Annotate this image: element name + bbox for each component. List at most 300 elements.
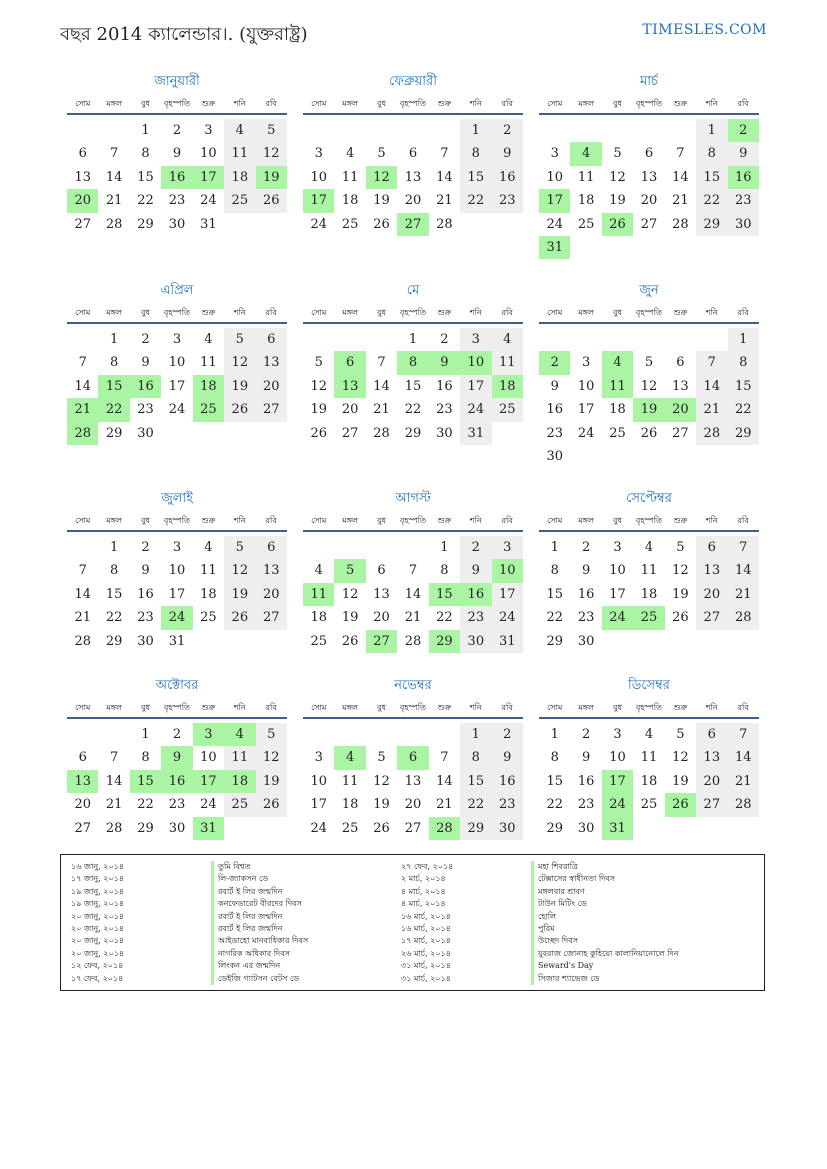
day-cell[interactable]: 18 bbox=[577, 193, 595, 209]
day-cell[interactable]: 10 bbox=[546, 169, 563, 185]
day-cell[interactable]: 15 bbox=[728, 375, 759, 398]
day-cell[interactable]: 29 bbox=[429, 630, 460, 653]
day-cell[interactable]: 1 bbox=[440, 540, 449, 555]
day-cell[interactable]: 29 bbox=[460, 817, 491, 840]
day-cell[interactable]: 8 bbox=[460, 746, 491, 769]
day-cell[interactable]: 9 bbox=[492, 142, 523, 165]
day-cell[interactable]: 5 bbox=[676, 727, 685, 742]
day-cell[interactable]: 18 bbox=[640, 586, 658, 602]
day-cell[interactable]: 31 bbox=[539, 236, 570, 259]
day-cell[interactable]: 11 bbox=[640, 563, 658, 579]
day-cell[interactable]: 9 bbox=[141, 355, 150, 371]
day-cell[interactable]: 7 bbox=[408, 563, 418, 579]
day-cell[interactable]: 20 bbox=[256, 583, 287, 606]
day-cell[interactable]: 11 bbox=[224, 746, 255, 769]
day-cell[interactable]: 31 bbox=[602, 817, 633, 840]
day-cell[interactable]: 29 bbox=[728, 422, 759, 445]
day-cell[interactable]: 11 bbox=[200, 355, 217, 371]
day-cell[interactable]: 19 bbox=[609, 193, 626, 209]
day-cell[interactable]: 3 bbox=[460, 328, 491, 351]
day-cell[interactable]: 6 bbox=[644, 146, 654, 162]
day-cell[interactable]: 13 bbox=[404, 169, 422, 185]
day-cell[interactable]: 24 bbox=[602, 606, 633, 629]
day-cell[interactable]: 29 bbox=[546, 820, 563, 836]
day-cell[interactable]: 4 bbox=[204, 332, 213, 347]
day-cell[interactable]: 21 bbox=[373, 402, 390, 418]
day-cell[interactable]: 3 bbox=[204, 123, 213, 138]
day-cell[interactable]: 31 bbox=[200, 216, 217, 232]
day-cell[interactable]: 18 bbox=[224, 770, 255, 793]
day-cell[interactable]: 22 bbox=[98, 398, 129, 421]
day-cell[interactable]: 14 bbox=[74, 378, 91, 394]
day-cell[interactable]: 19 bbox=[310, 402, 327, 418]
day-cell[interactable]: 25 bbox=[341, 820, 359, 836]
day-cell[interactable]: 12 bbox=[609, 169, 626, 185]
day-cell[interactable]: 2 bbox=[492, 723, 523, 746]
day-cell[interactable]: 17 bbox=[539, 189, 570, 212]
day-cell[interactable]: 9 bbox=[460, 559, 491, 582]
day-cell[interactable]: 21 bbox=[696, 398, 727, 421]
day-cell[interactable]: 10 bbox=[460, 351, 491, 374]
day-cell[interactable]: 23 bbox=[577, 610, 595, 626]
day-cell[interactable]: 12 bbox=[224, 351, 255, 374]
day-cell[interactable]: 23 bbox=[168, 797, 186, 813]
day-cell[interactable]: 1 bbox=[109, 332, 119, 347]
day-cell[interactable]: 26 bbox=[665, 793, 696, 816]
day-cell[interactable]: 30 bbox=[137, 425, 154, 441]
day-cell[interactable]: 29 bbox=[137, 216, 154, 232]
day-cell[interactable]: 19 bbox=[373, 797, 390, 813]
day-cell[interactable]: 29 bbox=[105, 425, 123, 441]
day-cell[interactable]: 15 bbox=[460, 770, 491, 793]
day-cell[interactable]: 22 bbox=[696, 189, 727, 212]
day-cell[interactable]: 2 bbox=[172, 727, 182, 742]
day-cell[interactable]: 27 bbox=[74, 820, 91, 836]
day-cell[interactable]: 12 bbox=[256, 142, 287, 165]
day-cell[interactable]: 18 bbox=[640, 773, 658, 789]
day-cell[interactable]: 26 bbox=[256, 793, 287, 816]
day-cell[interactable]: 10 bbox=[168, 563, 186, 579]
day-cell[interactable]: 5 bbox=[377, 146, 386, 162]
day-cell[interactable]: 15 bbox=[404, 378, 422, 394]
day-cell[interactable]: 20 bbox=[341, 402, 359, 418]
day-cell[interactable]: 16 bbox=[492, 166, 523, 189]
day-cell[interactable]: 24 bbox=[310, 216, 327, 232]
day-cell[interactable]: 13 bbox=[696, 559, 727, 582]
day-cell[interactable]: 13 bbox=[256, 351, 287, 374]
day-cell[interactable]: 8 bbox=[141, 146, 150, 162]
day-cell[interactable]: 27 bbox=[696, 606, 727, 629]
day-cell[interactable]: 4 bbox=[492, 328, 523, 351]
day-cell[interactable]: 26 bbox=[602, 213, 633, 236]
day-cell[interactable]: 25 bbox=[193, 398, 224, 421]
day-cell[interactable]: 24 bbox=[161, 606, 192, 629]
day-cell[interactable]: 10 bbox=[310, 169, 327, 185]
day-cell[interactable]: 18 bbox=[609, 402, 626, 418]
day-cell[interactable]: 8 bbox=[141, 750, 150, 766]
day-cell[interactable]: 15 bbox=[429, 583, 460, 606]
day-cell[interactable]: 6 bbox=[696, 723, 727, 746]
day-cell[interactable]: 24 bbox=[577, 425, 595, 441]
site-name[interactable]: TIMESLES.COM bbox=[642, 22, 767, 38]
day-cell[interactable]: 28 bbox=[67, 422, 98, 445]
day-cell[interactable]: 11 bbox=[224, 142, 255, 165]
day-cell[interactable]: 22 bbox=[404, 402, 422, 418]
day-cell[interactable]: 7 bbox=[109, 750, 119, 766]
day-cell[interactable]: 14 bbox=[672, 169, 689, 185]
day-cell[interactable]: 29 bbox=[696, 213, 727, 236]
day-cell[interactable]: 18 bbox=[341, 797, 359, 813]
day-cell[interactable]: 27 bbox=[366, 630, 397, 653]
day-cell[interactable]: 6 bbox=[256, 536, 287, 559]
day-cell[interactable]: 19 bbox=[256, 770, 287, 793]
day-cell[interactable]: 13 bbox=[672, 378, 689, 394]
day-cell[interactable]: 16 bbox=[546, 402, 563, 418]
day-cell[interactable]: 17 bbox=[310, 797, 327, 813]
day-cell[interactable]: 28 bbox=[74, 633, 91, 649]
day-cell[interactable]: 5 bbox=[224, 536, 255, 559]
day-cell[interactable]: 28 bbox=[373, 425, 390, 441]
day-cell[interactable]: 13 bbox=[334, 375, 365, 398]
day-cell[interactable]: 30 bbox=[168, 216, 186, 232]
day-cell[interactable]: 23 bbox=[492, 189, 523, 212]
day-cell[interactable]: 20 bbox=[404, 797, 422, 813]
day-cell[interactable]: 2 bbox=[440, 332, 449, 347]
day-cell[interactable]: 26 bbox=[373, 216, 390, 232]
day-cell[interactable]: 15 bbox=[546, 586, 563, 602]
day-cell[interactable]: 11 bbox=[200, 563, 217, 579]
day-cell[interactable]: 4 bbox=[224, 723, 255, 746]
day-cell[interactable]: 23 bbox=[168, 193, 186, 209]
day-cell[interactable]: 21 bbox=[74, 610, 91, 626]
day-cell[interactable]: 1 bbox=[141, 123, 150, 138]
day-cell[interactable]: 1 bbox=[550, 727, 559, 742]
day-cell[interactable]: 3 bbox=[314, 750, 323, 766]
day-cell[interactable]: 30 bbox=[546, 448, 563, 464]
day-cell[interactable]: 9 bbox=[492, 746, 523, 769]
day-cell[interactable]: 18 bbox=[492, 375, 523, 398]
day-cell[interactable]: 12 bbox=[672, 750, 689, 766]
day-cell[interactable]: 25 bbox=[609, 425, 626, 441]
day-cell[interactable]: 30 bbox=[137, 633, 154, 649]
day-cell[interactable]: 5 bbox=[314, 355, 323, 371]
day-cell[interactable]: 2 bbox=[141, 540, 150, 555]
day-cell[interactable]: 3 bbox=[172, 332, 182, 347]
day-cell[interactable]: 12 bbox=[341, 586, 359, 602]
day-cell[interactable]: 20 bbox=[640, 193, 658, 209]
day-cell[interactable]: 25 bbox=[341, 216, 359, 232]
day-cell[interactable]: 2 bbox=[581, 540, 591, 555]
day-cell[interactable]: 28 bbox=[429, 817, 460, 840]
day-cell[interactable]: 7 bbox=[109, 146, 119, 162]
day-cell[interactable]: 8 bbox=[728, 351, 759, 374]
day-cell[interactable]: 28 bbox=[696, 422, 727, 445]
day-cell[interactable]: 21 bbox=[672, 193, 689, 209]
day-cell[interactable]: 3 bbox=[613, 540, 622, 555]
day-cell[interactable]: 7 bbox=[728, 536, 759, 559]
day-cell[interactable]: 5 bbox=[256, 723, 287, 746]
day-cell[interactable]: 16 bbox=[460, 583, 491, 606]
day-cell[interactable]: 26 bbox=[224, 606, 255, 629]
day-cell[interactable]: 6 bbox=[696, 536, 727, 559]
day-cell[interactable]: 22 bbox=[436, 610, 453, 626]
day-cell[interactable]: 27 bbox=[256, 606, 287, 629]
day-cell[interactable]: 16 bbox=[130, 375, 161, 398]
day-cell[interactable]: 17 bbox=[168, 378, 186, 394]
day-cell[interactable]: 2 bbox=[728, 119, 759, 142]
day-cell[interactable]: 10 bbox=[609, 750, 626, 766]
day-cell[interactable]: 7 bbox=[377, 355, 386, 371]
day-cell[interactable]: 23 bbox=[460, 606, 491, 629]
day-cell[interactable]: 25 bbox=[640, 797, 658, 813]
day-cell[interactable]: 30 bbox=[436, 425, 453, 441]
day-cell[interactable]: 8 bbox=[696, 142, 727, 165]
day-cell[interactable]: 11 bbox=[602, 375, 633, 398]
day-cell[interactable]: 12 bbox=[224, 559, 255, 582]
day-cell[interactable]: 5 bbox=[613, 146, 622, 162]
day-cell[interactable]: 5 bbox=[377, 750, 386, 766]
day-cell[interactable]: 27 bbox=[397, 213, 428, 236]
day-cell[interactable]: 31 bbox=[168, 633, 186, 649]
day-cell[interactable]: 3 bbox=[314, 146, 323, 162]
day-cell[interactable]: 26 bbox=[341, 633, 359, 649]
day-cell[interactable]: 15 bbox=[98, 375, 129, 398]
day-cell[interactable]: 28 bbox=[105, 216, 123, 232]
day-cell[interactable]: 28 bbox=[728, 793, 759, 816]
day-cell[interactable]: 27 bbox=[640, 216, 658, 232]
day-cell[interactable]: 28 bbox=[105, 820, 123, 836]
day-cell[interactable]: 13 bbox=[74, 169, 91, 185]
day-cell[interactable]: 5 bbox=[256, 119, 287, 142]
day-cell[interactable]: 15 bbox=[137, 169, 154, 185]
day-cell[interactable]: 4 bbox=[644, 540, 654, 555]
day-cell[interactable]: 5 bbox=[224, 328, 255, 351]
day-cell[interactable]: 22 bbox=[728, 398, 759, 421]
day-cell[interactable]: 24 bbox=[492, 606, 523, 629]
day-cell[interactable]: 25 bbox=[577, 216, 595, 232]
day-cell[interactable]: 17 bbox=[168, 586, 186, 602]
day-cell[interactable]: 22 bbox=[137, 193, 154, 209]
day-cell[interactable]: 26 bbox=[224, 398, 255, 421]
day-cell[interactable]: 20 bbox=[696, 770, 727, 793]
day-cell[interactable]: 22 bbox=[137, 797, 154, 813]
day-cell[interactable]: 15 bbox=[546, 773, 563, 789]
day-cell[interactable]: 11 bbox=[303, 583, 334, 606]
day-cell[interactable]: 4 bbox=[314, 563, 323, 579]
day-cell[interactable]: 30 bbox=[492, 817, 523, 840]
day-cell[interactable]: 11 bbox=[492, 351, 523, 374]
day-cell[interactable]: 24 bbox=[200, 193, 217, 209]
day-cell[interactable]: 20 bbox=[404, 193, 422, 209]
day-cell[interactable]: 5 bbox=[334, 559, 365, 582]
day-cell[interactable]: 13 bbox=[256, 559, 287, 582]
day-cell[interactable]: 9 bbox=[161, 746, 192, 769]
day-cell[interactable]: 16 bbox=[728, 166, 759, 189]
day-cell[interactable]: 1 bbox=[728, 328, 759, 351]
day-cell[interactable]: 4 bbox=[224, 119, 255, 142]
day-cell[interactable]: 30 bbox=[577, 633, 595, 649]
day-cell[interactable]: 8 bbox=[397, 351, 428, 374]
day-cell[interactable]: 1 bbox=[550, 540, 559, 555]
day-cell[interactable]: 28 bbox=[672, 216, 689, 232]
day-cell[interactable]: 20 bbox=[665, 398, 696, 421]
day-cell[interactable]: 1 bbox=[460, 723, 491, 746]
day-cell[interactable]: 13 bbox=[67, 770, 98, 793]
day-cell[interactable]: 30 bbox=[460, 630, 491, 653]
day-cell[interactable]: 18 bbox=[310, 610, 327, 626]
day-cell[interactable]: 22 bbox=[546, 797, 563, 813]
day-cell[interactable]: 23 bbox=[137, 402, 154, 418]
day-cell[interactable]: 23 bbox=[137, 610, 154, 626]
day-cell[interactable]: 20 bbox=[256, 375, 287, 398]
day-cell[interactable]: 30 bbox=[577, 820, 595, 836]
day-cell[interactable]: 25 bbox=[310, 633, 327, 649]
day-cell[interactable]: 25 bbox=[224, 189, 255, 212]
day-cell[interactable]: 31 bbox=[193, 817, 224, 840]
day-cell[interactable]: 21 bbox=[67, 398, 98, 421]
day-cell[interactable]: 2 bbox=[539, 351, 570, 374]
day-cell[interactable]: 15 bbox=[130, 770, 161, 793]
day-cell[interactable]: 8 bbox=[550, 750, 559, 766]
day-cell[interactable]: 1 bbox=[109, 540, 119, 555]
day-cell[interactable]: 14 bbox=[105, 773, 123, 789]
day-cell[interactable]: 10 bbox=[310, 773, 327, 789]
day-cell[interactable]: 11 bbox=[640, 750, 658, 766]
day-cell[interactable]: 16 bbox=[577, 586, 595, 602]
day-cell[interactable]: 7 bbox=[728, 723, 759, 746]
day-cell[interactable]: 26 bbox=[672, 610, 689, 626]
day-cell[interactable]: 1 bbox=[696, 119, 727, 142]
day-cell[interactable]: 8 bbox=[109, 355, 119, 371]
day-cell[interactable]: 4 bbox=[602, 351, 633, 374]
day-cell[interactable]: 7 bbox=[440, 750, 449, 766]
day-cell[interactable]: 12 bbox=[310, 378, 327, 394]
day-cell[interactable]: 16 bbox=[436, 378, 453, 394]
day-cell[interactable]: 28 bbox=[728, 606, 759, 629]
day-cell[interactable]: 28 bbox=[436, 216, 453, 232]
day-cell[interactable]: 2 bbox=[581, 727, 591, 742]
day-cell[interactable]: 22 bbox=[546, 610, 563, 626]
day-cell[interactable]: 23 bbox=[492, 793, 523, 816]
day-cell[interactable]: 17 bbox=[602, 770, 633, 793]
day-cell[interactable]: 16 bbox=[137, 586, 154, 602]
day-cell[interactable]: 17 bbox=[193, 770, 224, 793]
day-cell[interactable]: 20 bbox=[696, 583, 727, 606]
day-cell[interactable]: 10 bbox=[492, 559, 523, 582]
day-cell[interactable]: 31 bbox=[492, 630, 523, 653]
day-cell[interactable]: 24 bbox=[602, 793, 633, 816]
day-cell[interactable]: 30 bbox=[728, 213, 759, 236]
day-cell[interactable]: 9 bbox=[172, 146, 182, 162]
day-cell[interactable]: 13 bbox=[404, 773, 422, 789]
day-cell[interactable]: 29 bbox=[404, 425, 422, 441]
day-cell[interactable]: 27 bbox=[696, 793, 727, 816]
day-cell[interactable]: 6 bbox=[377, 563, 386, 579]
day-cell[interactable]: 20 bbox=[67, 189, 98, 212]
day-cell[interactable]: 17 bbox=[460, 375, 491, 398]
day-cell[interactable]: 22 bbox=[105, 610, 123, 626]
day-cell[interactable]: 6 bbox=[334, 351, 365, 374]
day-cell[interactable]: 10 bbox=[200, 750, 217, 766]
day-cell[interactable]: 16 bbox=[161, 770, 192, 793]
day-cell[interactable]: 1 bbox=[141, 727, 150, 742]
day-cell[interactable]: 27 bbox=[74, 216, 91, 232]
day-cell[interactable]: 20 bbox=[74, 797, 91, 813]
day-cell[interactable]: 29 bbox=[137, 820, 154, 836]
day-cell[interactable]: 21 bbox=[728, 583, 759, 606]
day-cell[interactable]: 18 bbox=[224, 166, 255, 189]
day-cell[interactable]: 10 bbox=[168, 355, 186, 371]
day-cell[interactable]: 24 bbox=[168, 402, 186, 418]
day-cell[interactable]: 25 bbox=[492, 398, 523, 421]
day-cell[interactable]: 2 bbox=[492, 119, 523, 142]
day-cell[interactable]: 4 bbox=[334, 746, 365, 769]
day-cell[interactable]: 9 bbox=[141, 563, 150, 579]
day-cell[interactable]: 12 bbox=[256, 746, 287, 769]
day-cell[interactable]: 8 bbox=[460, 142, 491, 165]
day-cell[interactable]: 30 bbox=[168, 820, 186, 836]
day-cell[interactable]: 27 bbox=[404, 820, 422, 836]
day-cell[interactable]: 24 bbox=[546, 216, 563, 232]
day-cell[interactable]: 11 bbox=[341, 169, 359, 185]
day-cell[interactable]: 8 bbox=[440, 563, 449, 579]
day-cell[interactable]: 18 bbox=[193, 375, 224, 398]
day-cell[interactable]: 16 bbox=[492, 770, 523, 793]
day-cell[interactable]: 21 bbox=[728, 770, 759, 793]
day-cell[interactable]: 27 bbox=[672, 425, 689, 441]
day-cell[interactable]: 14 bbox=[74, 586, 91, 602]
day-cell[interactable]: 25 bbox=[633, 606, 664, 629]
day-cell[interactable]: 11 bbox=[341, 773, 359, 789]
day-cell[interactable]: 8 bbox=[550, 563, 559, 579]
day-cell[interactable]: 6 bbox=[676, 355, 685, 371]
day-cell[interactable]: 12 bbox=[373, 773, 390, 789]
day-cell[interactable]: 22 bbox=[460, 189, 491, 212]
day-cell[interactable]: 27 bbox=[256, 398, 287, 421]
day-cell[interactable]: 2 bbox=[172, 123, 182, 138]
day-cell[interactable]: 9 bbox=[581, 563, 591, 579]
day-cell[interactable]: 9 bbox=[550, 378, 559, 394]
day-cell[interactable]: 16 bbox=[577, 773, 595, 789]
day-cell[interactable]: 6 bbox=[256, 328, 287, 351]
day-cell[interactable]: 12 bbox=[366, 166, 397, 189]
day-cell[interactable]: 23 bbox=[577, 797, 595, 813]
day-cell[interactable]: 17 bbox=[577, 402, 595, 418]
day-cell[interactable]: 7 bbox=[676, 146, 685, 162]
day-cell[interactable]: 14 bbox=[696, 375, 727, 398]
day-cell[interactable]: 25 bbox=[224, 793, 255, 816]
day-cell[interactable]: 14 bbox=[404, 586, 422, 602]
day-cell[interactable]: 3 bbox=[581, 355, 591, 371]
day-cell[interactable]: 6 bbox=[397, 746, 428, 769]
day-cell[interactable]: 23 bbox=[436, 402, 453, 418]
day-cell[interactable]: 12 bbox=[672, 563, 689, 579]
day-cell[interactable]: 5 bbox=[644, 355, 654, 371]
day-cell[interactable]: 17 bbox=[303, 189, 334, 212]
day-cell[interactable]: 7 bbox=[696, 351, 727, 374]
day-cell[interactable]: 3 bbox=[193, 723, 224, 746]
day-cell[interactable]: 29 bbox=[546, 633, 563, 649]
day-cell[interactable]: 14 bbox=[373, 378, 390, 394]
day-cell[interactable]: 4 bbox=[644, 727, 654, 742]
day-cell[interactable]: 23 bbox=[728, 189, 759, 212]
day-cell[interactable]: 18 bbox=[341, 193, 359, 209]
day-cell[interactable]: 19 bbox=[224, 375, 255, 398]
day-cell[interactable]: 10 bbox=[609, 563, 626, 579]
day-cell[interactable]: 9 bbox=[429, 351, 460, 374]
day-cell[interactable]: 14 bbox=[728, 746, 759, 769]
day-cell[interactable]: 24 bbox=[310, 820, 327, 836]
